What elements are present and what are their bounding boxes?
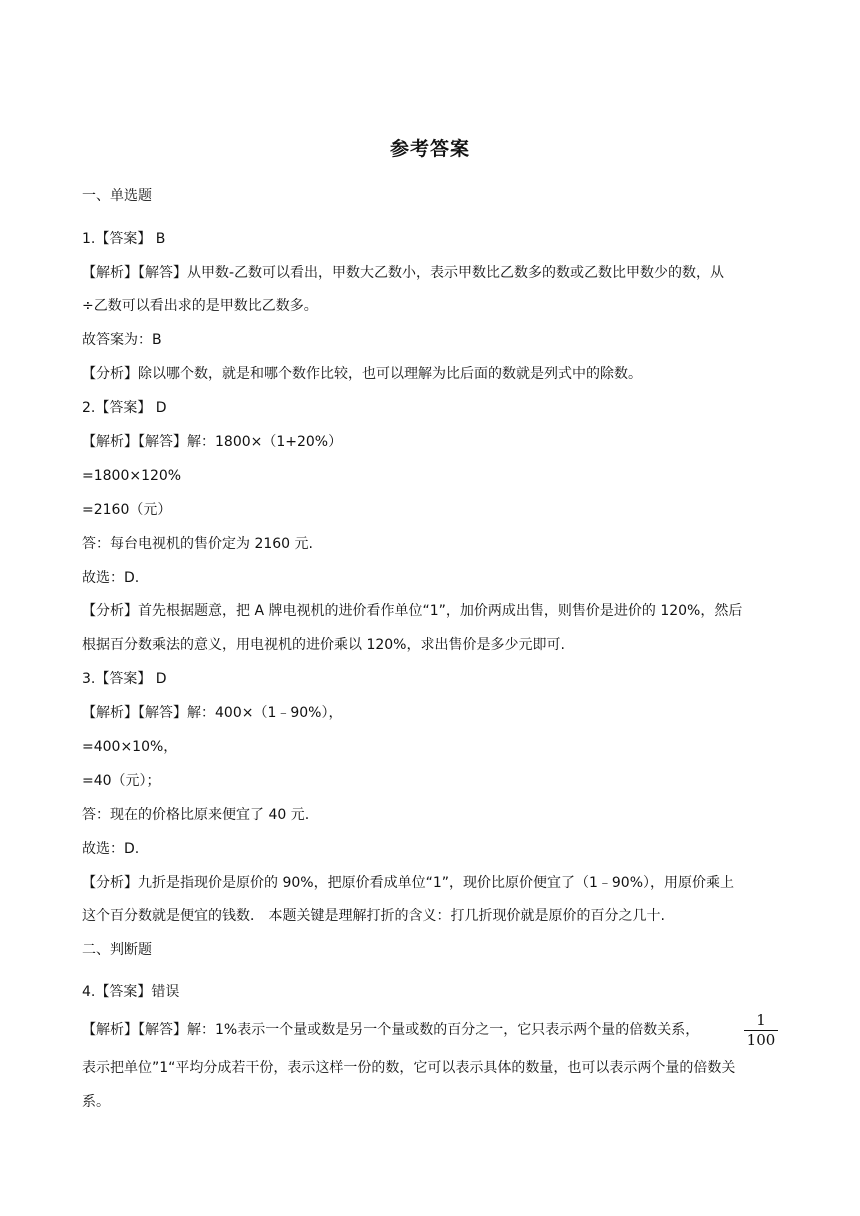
q3-choice: 故选：D. (82, 841, 140, 857)
q2-choice: 故选：D. (82, 570, 140, 586)
q4-explanation-line-1: 【解析】【解答】解：1%表示一个量或数是另一个量或数的百分之一，它只表示两个量的倍数关系， (82, 1022, 700, 1038)
q3-reply: 答：现在的价格比原来便宜了 40 元. (82, 807, 310, 823)
q1-analysis: 【分析】除以哪个数，就是和哪个数作比较，也可以理解为比后面的数就是列式中的除数。 (82, 366, 642, 382)
q4-answer: 4.【答案】错误 (82, 984, 180, 1000)
section-heading: 一、单选题 (82, 188, 152, 204)
q2-analysis-line-1: 【分析】首先根据题意，把 A 牌电视机的进价看作单位“1”，加价两成出售，则售价是进价的 120%，然后 (82, 603, 743, 619)
q4-explanation-line-2: 表示把单位”1“平均分成若干份，表示这样一份的数，它可以表示具体的数量，也可以表示两个量的倍数关 (82, 1060, 736, 1076)
q3-analysis-line-2: 这个百分数就是便宜的钱数． 本题关键是理解打折的含义：打几折现价就是原价的百分之几十. (82, 908, 665, 924)
fraction-numerator: 1 (756, 1011, 766, 1029)
q3-explanation: 【解析】【解答】解：400×（1﹣90%）， (82, 705, 343, 721)
q1-conclusion: 故答案为：B (82, 332, 162, 348)
q4-explanation-line-3: 系。 (82, 1094, 110, 1110)
q1-answer: 1.【答案】 B (82, 231, 166, 247)
fraction (744, 1012, 778, 1049)
fraction-denominator: 100 (746, 1031, 776, 1049)
section-heading: 二、判断题 (82, 942, 152, 958)
page-title: 参考答案 (389, 138, 470, 160)
q3-analysis-line-1: 【分析】九折是指现价是原价的 90%，把原价看成单位“1”，现价比原价便宜了（1﹣90%），用原价乘上 (82, 875, 735, 891)
q2-step-1: =1800×120% (82, 468, 182, 484)
q3-step-1: =400×10%， (82, 739, 178, 755)
q2-answer: 2.【答案】 D (82, 400, 167, 416)
q2-analysis-line-2: 根据百分数乘法的意义，用电视机的进价乘以 120%，求出售价是多少元即可. (82, 637, 565, 653)
q2-explanation: 【解析】【解答】解：1800×（1+20%） (82, 434, 343, 450)
q1-explanation-line-1: 【解析】【解答】从甲数-乙数可以看出，甲数大乙数小，表示甲数比乙数多的数或乙数比甲数少的数，从 (82, 265, 725, 281)
q3-answer: 3.【答案】 D (82, 671, 167, 687)
q3-step-2: =40（元）； (82, 773, 161, 789)
q2-step-2: =2160（元） (82, 502, 172, 518)
q1-explanation-line-2: ÷乙数可以看出求的是甲数比乙数多。 (82, 298, 318, 314)
q2-reply: 答：每台电视机的售价定为 2160 元. (82, 536, 313, 552)
